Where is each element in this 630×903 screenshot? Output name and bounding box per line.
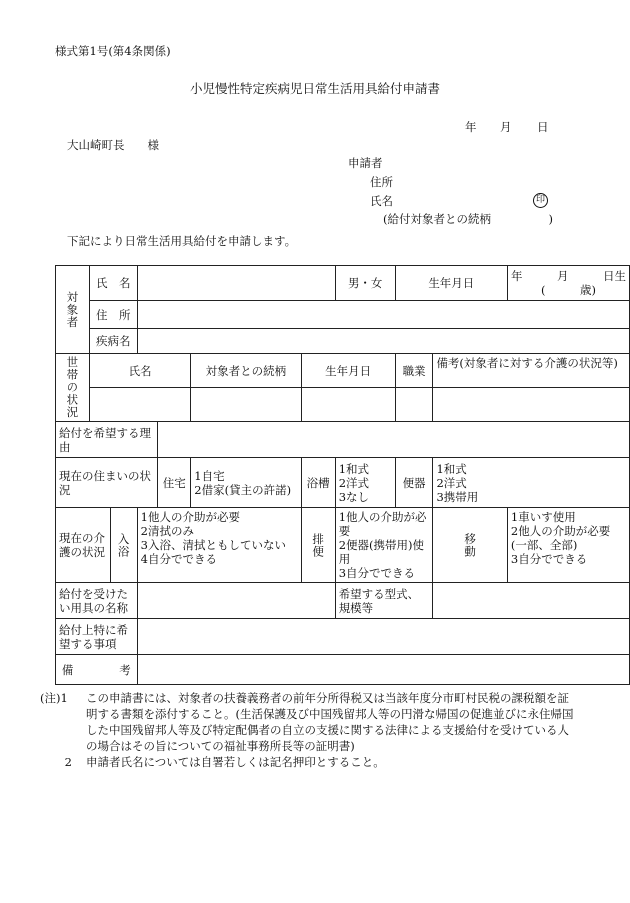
address-header: 住 所 <box>89 301 137 329</box>
date-year: 年 <box>465 120 477 134</box>
toilet-header: 便器 <box>395 458 433 508</box>
care-status-header: 現在の介護の状況 <box>56 508 111 583</box>
household-group-header: 世帯の状況 <box>56 354 90 422</box>
desired-model-input[interactable] <box>433 583 630 619</box>
sex-choice[interactable]: 男・女 <box>335 266 395 301</box>
page-title: 小児慢性特定疾病児日常生活用具給付申請書 <box>189 81 440 96</box>
disease-header: 疾病名 <box>89 329 137 354</box>
household-job-input[interactable] <box>395 388 433 422</box>
remarks-input[interactable] <box>137 655 629 685</box>
subject-group-header: 対象者 <box>56 266 90 354</box>
name-input[interactable] <box>137 266 335 301</box>
equipment-name-header: 給付を受けたい用具の名称 <box>56 583 138 619</box>
household-name-input[interactable] <box>89 388 190 422</box>
note-1-tag: (注)1 <box>40 691 68 705</box>
household-name-header: 氏名 <box>89 354 190 388</box>
excretion-options[interactable]: 1他人の介助が必要 2便器(携帯用)使用 3自分でできる <box>335 508 433 583</box>
movement-options[interactable]: 1車いす使用 2他人の介助が必要 (一部、全部) 3自分でできる <box>507 508 629 583</box>
note-1-text: この申請書には、対象者の扶養義務者の前年分所得税又は当該年度分市町村民税の課税額を証明する書類を添付すること。(生活保護及び中国残留邦人等の円滑な帰国の促進並びに永住帰国した中国残留邦人等及び特定配偶者の自立の支援に関する法律による支援給付を受けている人の場合はその旨についての福祉事務所長等の証明書) <box>86 691 574 753</box>
household-birth-header: 生年月日 <box>301 354 395 388</box>
remarks-header: 備 考 <box>56 655 138 685</box>
household-remarks-input[interactable] <box>433 388 630 422</box>
special-wish-input[interactable] <box>137 619 629 655</box>
address-input[interactable] <box>137 301 629 329</box>
reason-input[interactable] <box>158 422 630 458</box>
household-relation-header: 対象者との続柄 <box>191 354 301 388</box>
name-header: 氏 名 <box>89 266 137 301</box>
bathtub-options[interactable]: 1和式 2洋式 3なし <box>335 458 395 508</box>
toilet-options[interactable]: 1和式 2洋式 3携帯用 <box>433 458 630 508</box>
housing-options[interactable]: 1自宅 2借家(貸主の許諾) <box>191 458 301 508</box>
applicant-label: 申請者 <box>348 156 383 170</box>
date-month: 月 <box>500 120 512 134</box>
desired-model-header: 希望する型式、規模等 <box>335 583 433 619</box>
disease-input[interactable] <box>137 329 629 354</box>
addressee: 大山崎町長 様 <box>67 138 159 152</box>
intro-text: 下記により日常生活用具給付を申請します。 <box>67 234 297 248</box>
note-2-tag: 2 <box>64 755 72 769</box>
note-2-text: 申請者氏名については自署若しくは記名押印とすること。 <box>86 755 385 769</box>
housing-header: 住宅 <box>158 458 191 508</box>
application-table <box>55 265 630 685</box>
date-day: 日 <box>537 120 549 134</box>
form-number: 様式第1号(第4条関係) <box>55 44 171 58</box>
seal-icon: 印 <box>533 193 548 208</box>
note-2 <box>40 754 580 770</box>
note-1 <box>40 690 580 754</box>
household-birth-input[interactable] <box>301 388 395 422</box>
household-job-header: 職業 <box>395 354 433 388</box>
address-label: 住所 <box>370 175 393 189</box>
equipment-name-input[interactable] <box>137 583 335 619</box>
reason-header: 給付を希望する理由 <box>56 422 158 458</box>
bath-options[interactable]: 1他人の介助が必要 2清拭のみ 3入浴、清拭ともしていない 4自分でできる <box>137 508 301 583</box>
bathtub-header: 浴槽 <box>301 458 335 508</box>
birth-header: 生年月日 <box>395 266 507 301</box>
household-remarks-header: 備考(対象者に対する介護の状況等) <box>433 354 630 388</box>
bath-header: 入浴 <box>110 508 137 583</box>
name-label: 氏名 <box>370 194 393 208</box>
housing-status-header: 現在の住まいの状況 <box>56 458 158 508</box>
notes <box>40 690 580 770</box>
household-relation-input[interactable] <box>191 388 301 422</box>
movement-header: 移動 <box>433 508 507 583</box>
excretion-header: 排便 <box>301 508 335 583</box>
birth-input[interactable]: 年 月 日生 ( 歳) <box>507 266 629 301</box>
relation-label: (給付対象者との続柄 ) <box>383 212 553 226</box>
special-wish-header: 給付上特に希望する事項 <box>56 619 138 655</box>
